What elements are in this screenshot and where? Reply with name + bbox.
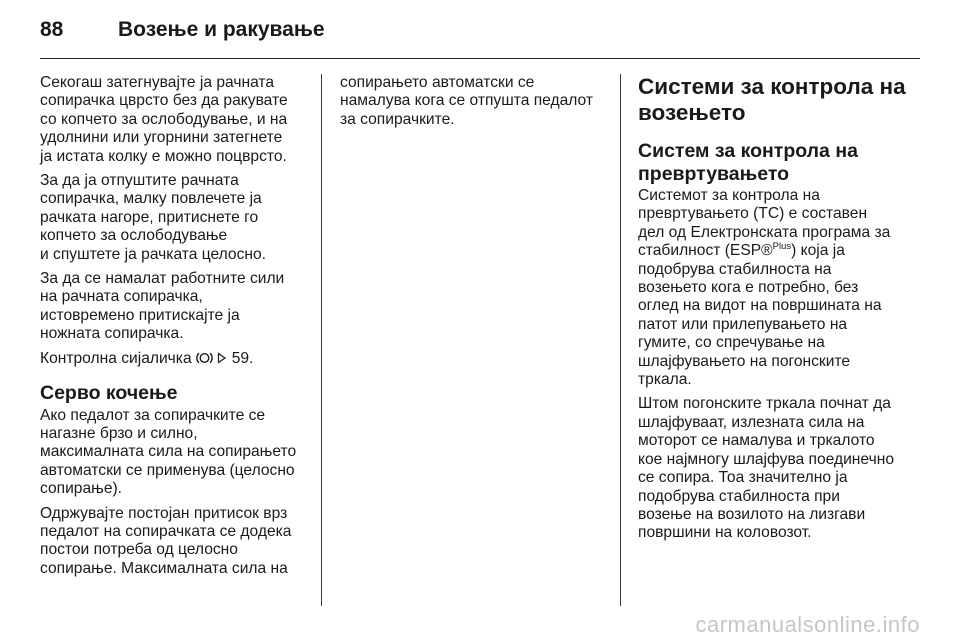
page-number: 88 — [40, 18, 64, 41]
text-line: површини на коловозот. — [638, 524, 812, 542]
text-line: оглед на видот на површината на — [638, 297, 882, 315]
column-divider — [620, 74, 621, 606]
text-line: превртувањето (TC) е составен — [638, 205, 868, 223]
text-line: сопирачка цврсто без да ракувате — [40, 92, 288, 110]
page-reference-arrow-icon — [217, 350, 227, 368]
text-line: моторот се намалува и тркалото — [638, 432, 875, 450]
page-header — [40, 18, 325, 48]
text-line: подобрува стабилноста на — [638, 260, 832, 278]
text-line: шлајфувањето на погонските — [638, 352, 851, 370]
text-line: со копчето за ослободување, и на — [40, 110, 288, 128]
section-heading: Серво кочење — [40, 382, 178, 405]
paragraph — [638, 187, 913, 389]
paragraph — [40, 505, 312, 579]
text-line: рачката нагоре, притиснете го — [40, 208, 259, 226]
esp-superscript: Plus — [772, 241, 792, 253]
text-line: гумите, со спречување на — [638, 334, 825, 352]
text-line: сопирањето автоматски се — [340, 74, 535, 91]
text-line: ја истата колку е можно поцврсто. — [40, 147, 287, 165]
text-line: За да се намалат работните сили — [40, 270, 285, 288]
text-line: автоматски се применува (целосно — [40, 461, 295, 479]
text-line: Системи за контрола на — [638, 74, 906, 99]
column-right — [638, 74, 913, 549]
text-line: нагазне брзо и силно, — [40, 425, 198, 442]
text-line: возење на возилото на лизгави — [638, 505, 866, 523]
text-line: се сопира. Тоа значително ја — [638, 469, 848, 487]
text-line: Систем за контрола на — [638, 140, 858, 162]
esp-line: стабилност (ESP®$^{Plus}$) која ја — [638, 241, 845, 260]
paragraph — [40, 74, 312, 166]
text-line: максималната сила на сопирањето — [40, 443, 297, 461]
text-line: намалува кога се отпушта педалот — [340, 92, 593, 110]
sub-heading — [638, 140, 913, 185]
text-line: Секогаш затегнувајте ја рачната — [40, 74, 275, 91]
main-heading — [638, 74, 913, 126]
text-line: За да ја отпуштите рачната — [40, 172, 239, 190]
text-line: на рачната сопирачка, — [40, 288, 203, 306]
paragraph — [40, 407, 312, 499]
cross-reference — [40, 350, 312, 368]
text-line: копчето за ослободување — [40, 227, 228, 245]
text-line: патот или прилепувањето на — [638, 315, 848, 333]
watermark: carmanualsonline.info — [695, 612, 920, 637]
text-line: дел од Електронската програма за — [638, 223, 891, 241]
paragraph — [340, 74, 615, 129]
text-line: шлајфуваат, излезната сила на — [638, 413, 865, 431]
text-line: Системот за контрола на — [638, 187, 820, 204]
paragraph — [40, 172, 312, 264]
running-title: Возење и ракување — [118, 18, 325, 41]
text-line: истовремено притискајте ја — [40, 306, 240, 324]
text-line: тркала. — [638, 371, 692, 389]
text-line: возењето — [638, 100, 746, 125]
text-line: кое најмногу шлајфува поединечно — [638, 450, 894, 468]
text-line: сопирање. Максималната сила на — [40, 559, 288, 577]
paragraph-lines — [638, 261, 913, 390]
text-line: ножната сопирачка. — [40, 325, 184, 343]
text-line: педалот на сопирачката се додека — [40, 523, 292, 541]
text-line: сопирање). — [40, 480, 123, 498]
text-line: Ако педалот за сопирачките се — [40, 406, 266, 424]
text-line: превртувањето — [638, 162, 790, 185]
text-line: Штом погонските тркала почнат да — [638, 395, 891, 413]
text-line: постои потреба од целосно — [40, 541, 238, 559]
text-line: за сопирачките. — [340, 110, 455, 128]
brake-warning-light-icon — [196, 350, 213, 368]
header-rule — [40, 58, 920, 59]
text-line: сопирачка, малку повлечете ја — [40, 190, 262, 208]
reference-text: Контролна сијаличка — [40, 349, 192, 367]
column-middle — [340, 74, 615, 135]
paragraph-lines — [638, 187, 913, 242]
text-line: возењето кога е потребно, без — [638, 279, 859, 297]
text-line: удолнини или угорнини затегнете — [40, 129, 283, 147]
text-line: и спуштете ја рачката целосно. — [40, 245, 267, 263]
paragraph — [40, 270, 312, 344]
text-line: Одржувајте постојан притисок врз — [40, 504, 288, 522]
reference-page: 59. — [231, 349, 254, 367]
column-left — [40, 74, 312, 584]
paragraph — [638, 395, 913, 542]
text-line: подобрува стабилноста при — [638, 487, 840, 505]
column-divider — [321, 74, 322, 606]
